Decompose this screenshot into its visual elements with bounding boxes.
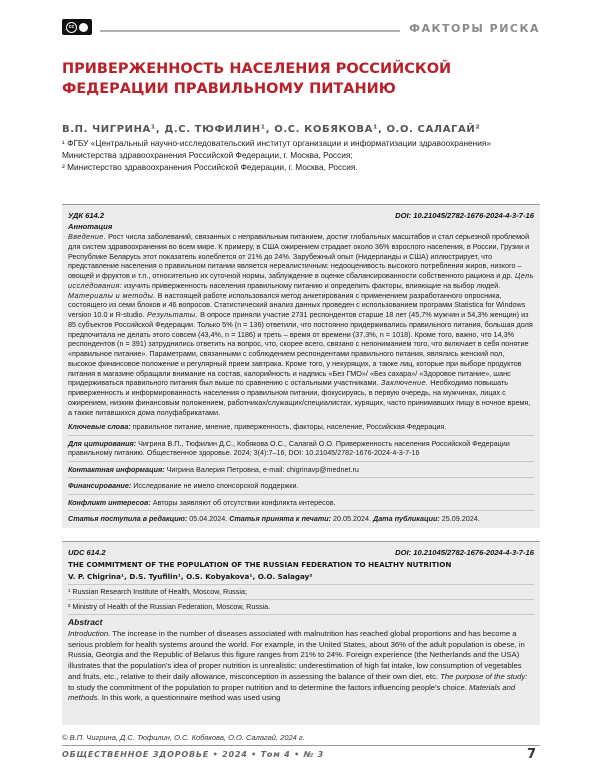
aim-text-ru: изучить приверженность населения правильному питанию и определить факторы, влияющие на выбор людей. (122, 280, 501, 290)
keywords-ru (68, 422, 534, 432)
footer-divider (62, 745, 540, 746)
udc-en: UDC 614.2 (68, 548, 106, 557)
dates-row (68, 510, 534, 523)
methods-text-en: In this work, a questionnaire method was used using (99, 693, 281, 703)
cc-by-icon (79, 23, 88, 32)
affiliation-1: ¹ ФГБУ «Центральный научно-исследовательский институт организации и информатизации здравоохранения» Министерства здравоохранения Российской Федерации, г. Москва, Россия; (62, 138, 491, 160)
methods-text-ru: В настоящей работе использовался метод анкетирования с применением разработанного опросника, состоящего из семи блоков и 46 вопросов. Статистический анализ данных проведен с использованием программ Statistica for Windows version 10.0 и R-studio. (68, 290, 526, 319)
intro-label-en: Introduction. (68, 629, 111, 638)
article-title: ПРИВЕРЖЕННОСТЬ НАСЕЛЕНИЯ РОССИЙСКОЙ ФЕДЕРАЦИИ ПРАВИЛЬНОМУ ПИТАНИЮ (62, 61, 452, 97)
aim-label-ru: Цель исследования: (68, 271, 534, 290)
citation-row (68, 435, 534, 458)
page-header (0, 0, 600, 46)
authors-ru: В.П. ЧИГРИНА¹, Д.С. ТЮФИЛИН¹, О.С. КОБЯКОВА¹, О.О. САЛАГАЙ² (62, 124, 481, 135)
published-date: 25.09.2024. (439, 514, 480, 524)
affiliations-ru (62, 137, 542, 173)
published-label: Дата публикации: (371, 514, 440, 524)
udc-ru: УДК 614.2 (68, 211, 105, 220)
purpose-text-en: to study the commitment of the population to proper nutrition and to determine the factors influencing people's choice. (68, 682, 467, 692)
affiliation-en-1: ¹ Russian Research Institute of Health, Moscow, Russia; (68, 584, 534, 596)
abstract-box-ru (62, 204, 540, 528)
creative-commons-icon (62, 19, 92, 35)
conflict-text: Авторы заявляют об отсутствии конфликта интересов. (150, 497, 336, 507)
funding-label: Финансирование: (68, 481, 132, 491)
doi-en[interactable]: DOI: 10.21045/2782-1676-2024-4-3-7-16 (395, 548, 534, 557)
funding-text: Исследование не имело спонсорской поддержки. (131, 481, 299, 491)
copyright-line: © В.П. Чигрина, Д.С. Тюфилин, О.С. Кобякова, О.О. Салагай, 2024 г. (62, 733, 305, 742)
journal-footer: ОБЩЕСТВЕННОЕ ЗДОРОВЬЕ • 2024 • Том 4 • № 3 (62, 750, 324, 759)
abstract-box-en (62, 541, 540, 725)
section-rubric: ФАКТОРЫ РИСКА (409, 22, 540, 35)
keywords-text: правильное питание, мнение, приверженность, факторы, население, Российская Федерация. (130, 422, 447, 432)
keywords-label: Ключевые слова: (68, 422, 131, 432)
accepted-label: Статья принята к печати: (227, 514, 332, 524)
purpose-label-en: The purpose of the study: (438, 671, 528, 681)
received-date: 05.04.2024. (187, 514, 228, 524)
header-divider (100, 30, 400, 32)
affiliation-en-2: ² Ministry of Health of the Russian Federation, Moscow, Russia. (68, 599, 534, 611)
authors-en: V. P. Chigrina¹, D.S. Tyufilin¹, O.S. Kobyakova¹, O.O. Salagay² (68, 572, 313, 581)
abstract-label-en: Abstract (68, 614, 534, 627)
abstract-text-en (68, 629, 534, 704)
meta-row-ru (68, 211, 534, 220)
cite-text: Чигрина В.П., Тюфилин Д.С., Кобякова О.С., Салагай О.О. Приверженность населения Российской Федерации правильному питанию. Общественное здоровье. 2024; 3(4):7–16, DOI: 10.21045/2782-1676-2024-4-3-7-16 (68, 438, 510, 458)
article-title-en: THE COMMITMENT OF THE POPULATION OF THE RUSSIAN FEDERATION TO HEALTHY NUTRITION (68, 560, 452, 569)
conflict-label: Конфликт интересов: (68, 497, 151, 507)
annotation-label: Аннотация (68, 222, 113, 231)
contact-row (68, 461, 534, 475)
accepted-date: 20.05.2024. (331, 514, 371, 524)
cc-logo-icon: cc (66, 22, 77, 33)
doi-ru[interactable]: DOI: 10.21045/2782-1676-2024-4-3-7-16 (395, 211, 534, 220)
methods-label-en: Materials and methods. (68, 682, 516, 703)
intro-label-ru: Введение. (68, 232, 107, 241)
conclusion-text-ru: Необходимо повышать приверженность и информированность населения о правильном питании, фокусируясь, в первую очередь, на мужчинах, лицах с ожирением, низким финансовым положением, работниках/служащих/специалистах, курящих, часто принимавших пищу в ночное время, а также питавшихся дома полуфабрикатами. (68, 378, 531, 417)
results-label-ru: Результаты. (144, 310, 199, 319)
meta-row-en (68, 548, 534, 557)
methods-label-ru: Материалы и методы. (68, 290, 156, 300)
cite-label: Для цитирования: (68, 438, 137, 448)
funding-row (68, 477, 534, 491)
affiliation-2: ² Министерство здравоохранения Российской Федерации, г. Москва, Россия. (62, 162, 358, 172)
intro-text-ru: Рост числа заболеваний, связанных с неправильным питанием, достиг глобальных масштабов и стал серьезной проблемой для систем здравоохранения во всем мире. К примеру, в США ожирением страдает около 36% взрослого населения, в России, Грузии и Республике Беларусь этот показатель колеблется от 21% до 24%. Зарубежный опыт (Нидерланды и США) иллюстрирует, что представление населения о правильном питании является нереалистичным: недооценивость высокого потребления жиров, низкого – овощей и фруктов и т.п., относительно их суточной нормы, заблуждение в оценке сбалансированности собственного рациона и др. (68, 232, 530, 280)
page-number: 7 (527, 747, 537, 762)
abstract-text-ru (68, 232, 534, 417)
intro-text-en: The increase in the number of diseases associated with malnutrition has reached global proportions and has become a serious problem for health systems around the world. For example, in the United States, about 36% of the adult population is obese, in Russia, Georgia and the Republic of Belarus this figure ranges from 21% to 24%. Foreign experience (the Netherlands and the USA) illustrates that the population's idea of proper nutrition is unrealistic: underestimation of high fat intake, low consumption of vegetables and fruits, etc., relative to their daily allowance, misconception in assessing the balance of their own diet, etc. (68, 629, 525, 681)
conflict-row (68, 494, 534, 508)
received-label: Статья поступила в редакцию: (68, 514, 188, 524)
conclusion-label-ru: Заключение. (378, 378, 429, 388)
contact-label: Контактная информация: (68, 464, 165, 474)
results-text-ru: В опросе приняли участие 2731 респондентов старше 18 лет (45,7% мужчин и 54,3% женщин) из 85 субъектов Российской Федерации. Только 5% (n = 136) ответили, что постоянно придерживались правильного питания, большая доля предпочитала не делать этого совсем (43,4%, n = 1186) и треть – время от времени (37,3%, n = 1018). Кроме того, важно, что 14,3% респондентов (n = 391) затруднились ответить на вопрос, что, скорее всего, связано с непониманием того, что включает в себя понятие «правильное питание». Параметрами, связанными с соблюдением респондентами правильного питания, являлись женский пол, высокое финансовое положение и регулярный прием завтрака. Кроме того, у некурящих, а также лиц, которые при выборе продуктов питания в магазине обращали внимание на состав, калорийность и надпись «Без ГМО»/ «Без сахара»/ «Здоровое питание», шанс придерживаться правильного питания был выше по сравнению с остальными участниками. (68, 310, 533, 388)
contact-email[interactable]: Чигрина Валерия Петровна, e-mail: chigrinavp@mednet.ru (164, 464, 359, 474)
